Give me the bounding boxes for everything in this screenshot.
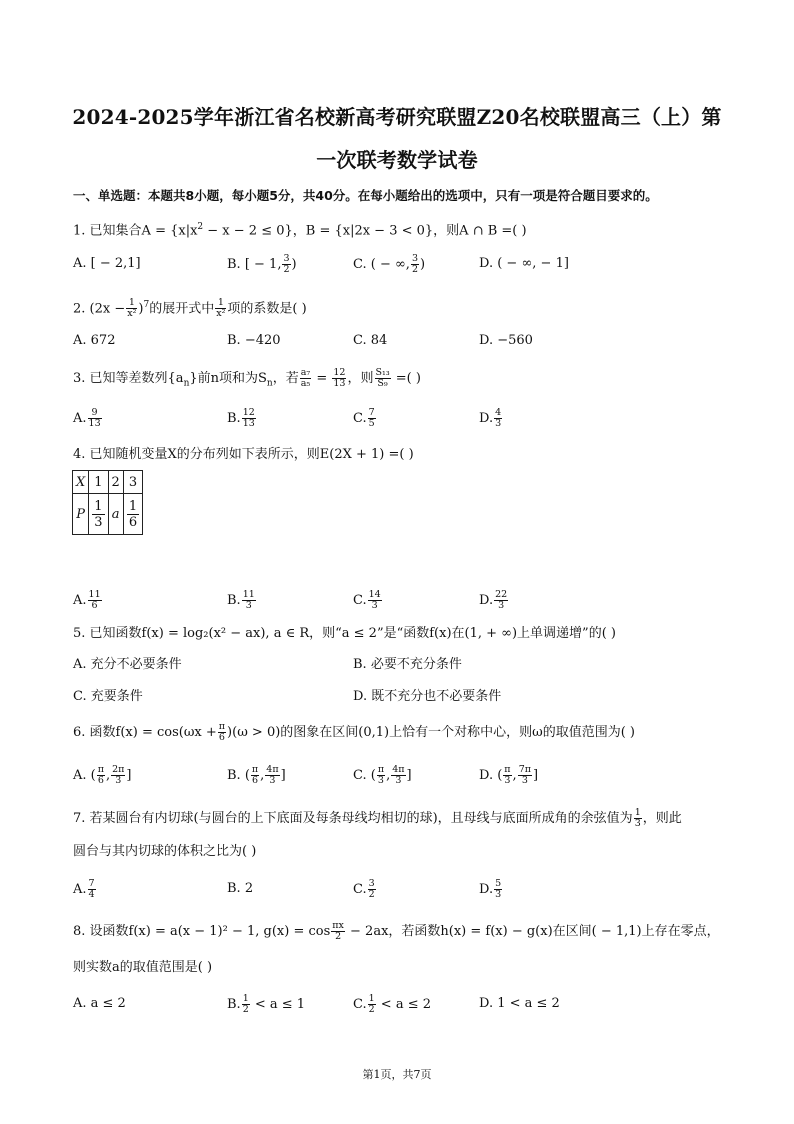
q7-option-b: B. 2 bbox=[227, 881, 254, 896]
table-cell: 1 bbox=[89, 471, 108, 494]
question-8-line2: 则实数a的取值范围是( ) bbox=[73, 960, 213, 975]
q8-option-a: A. a ≤ 2 bbox=[73, 996, 126, 1011]
q6-option-c: C. ( $\frac{\pi}{3}$ , $\frac{4\pi}{3}$ ] bbox=[353, 764, 412, 786]
q5-option-a: A. 充分不必要条件 bbox=[73, 657, 182, 672]
q1-option-a: A. [ − 2,1] bbox=[73, 256, 141, 271]
question-1: 1. 已知集合$A = \{x|x^2 - x - 2 \le 0\}$，B = {x|2x − 3 < 0}，则A ∩ B =( ) bbox=[73, 222, 527, 239]
q2-option-b: B. −420 bbox=[227, 333, 281, 348]
question-7-line1: 7. 若某圆台有内切球(与圆台的上下底面及每条母线均相切的球)，且母线与底面所成角的余弦值为 $\frac{1}{3}$ ，则此 bbox=[73, 807, 682, 829]
question-8-line1: 8. 设函数f(x) = a(x − 1)² − 1, g(x) = cos $\frac{\pi x}{2}$ − 2ax，若函数h(x) = f(x) − g(x)在区间( − 1,1)上存在零点， bbox=[73, 920, 720, 942]
question-7-line2: 圆台与其内切球的体积之比为( ) bbox=[73, 844, 257, 859]
question-5: 5. 已知函数f(x) = log₂(x² − ax), a ∈ R，则“a ≤ 2”是“函数f(x)在(1, + ∞)上单调递增”的( ) bbox=[73, 626, 616, 641]
question-2: 2. (2x − $\frac{1}{\text{x²}}$ )$^7$的展开式中 $\frac{1}{\text{x²}}$ 项的系数是( ) bbox=[73, 297, 307, 320]
section-heading: 一、单选题：本题共8小题，每小题5分，共40分。在每小题给出的选项中，只有一项是符合题目要求的。 bbox=[73, 188, 658, 203]
page-title-line1: 2024-2025学年浙江省名校新高考研究联盟Z20名校联盟高三（上）第 bbox=[72, 105, 722, 129]
q3-option-c: C. $\frac{7}{5}$ bbox=[353, 407, 375, 429]
q5-option-b: B. 必要不充分条件 bbox=[353, 657, 462, 672]
q4-option-b: B. $\frac{11}{3}$ bbox=[227, 589, 255, 611]
q3-option-a: A. $\frac{9}{13}$ bbox=[73, 407, 101, 429]
page-title-line2: 一次联考数学试卷 bbox=[316, 148, 478, 172]
q3-option-b: B. $\frac{12}{13}$ bbox=[227, 407, 255, 429]
q3-option-d: D. $\frac{4}{3}$ bbox=[479, 407, 502, 429]
table-cell: X bbox=[73, 471, 89, 494]
q7-option-a: A. $\frac{7}{4}$ bbox=[73, 878, 95, 900]
table-cell: $\frac{1}{6}$ bbox=[123, 494, 142, 535]
q1-option-d: D. ( − ∞, − 1] bbox=[479, 256, 569, 271]
table-cell: $\frac{1}{3}$ bbox=[89, 494, 108, 535]
table-cell: 2 bbox=[108, 471, 123, 494]
q6-option-a: A. ( $\frac{\pi}{6}$ , $\frac{2\pi}{3}$ ] bbox=[73, 764, 132, 786]
question-6: 6. 函数f(x) = cos(ωx + $\frac{\pi}{6}$ )(ω > 0)的图象在区间(0,1)上恰有一个对称中心，则ω的取值范围为( ) bbox=[73, 721, 635, 743]
q5-option-c: C. 充要条件 bbox=[73, 689, 143, 704]
q5-option-d: D. 既不充分也不必要条件 bbox=[353, 689, 502, 704]
q6-option-b: B. ( $\frac{\pi}{6}$ , $\frac{4\pi}{3}$ ] bbox=[227, 764, 286, 786]
q2-option-d: D. −560 bbox=[479, 333, 533, 348]
q2-option-c: C. 84 bbox=[353, 333, 388, 348]
q7-option-d: D. $\frac{5}{3}$ bbox=[479, 878, 502, 900]
table-cell: P bbox=[73, 494, 89, 535]
q4-option-d: D. $\frac{22}{3}$ bbox=[479, 589, 508, 611]
table-cell: 3 bbox=[123, 471, 142, 494]
question-4: 4. 已知随机变量X的分布列如下表所示，则E(2X + 1) =( ) bbox=[73, 447, 414, 462]
q2-option-a: A. 672 bbox=[73, 333, 116, 348]
question-3: 3. 已知等差数列$\{a_n\}$前n项和为$S_n$，若 $\frac{\text{a₇}}{\text{a₅}}$ = $\frac{12}{13}$ ，则 $\frac{\text{S₁₃}}{\text{S₉}}$ =( ) bbox=[73, 367, 421, 389]
q4-option-c: C. $\frac{14}{3}$ bbox=[353, 589, 381, 611]
q1-option-c: C. ( − ∞, $\frac{3}{2}$ ) bbox=[353, 253, 426, 275]
q1-option-b: B. [ − 1, $\frac{3}{2}$ ) bbox=[227, 253, 297, 275]
q8-option-d: D. 1 < a ≤ 2 bbox=[479, 996, 560, 1011]
table-cell: a bbox=[108, 494, 123, 535]
q8-option-c: C. $\frac{1}{2}$ < a ≤ 2 bbox=[353, 993, 432, 1015]
page-footer: 第1页，共7页 bbox=[362, 1068, 432, 1081]
distribution-table bbox=[72, 470, 143, 535]
q4-option-a: A. $\frac{11}{6}$ bbox=[73, 589, 101, 611]
q6-option-d: D. ( $\frac{\pi}{3}$ , $\frac{7\pi}{3}$ ] bbox=[479, 764, 539, 786]
q7-option-c: C. $\frac{3}{2}$ bbox=[353, 878, 375, 900]
q8-option-b: B. $\frac{1}{2}$ < a ≤ 1 bbox=[227, 993, 306, 1015]
